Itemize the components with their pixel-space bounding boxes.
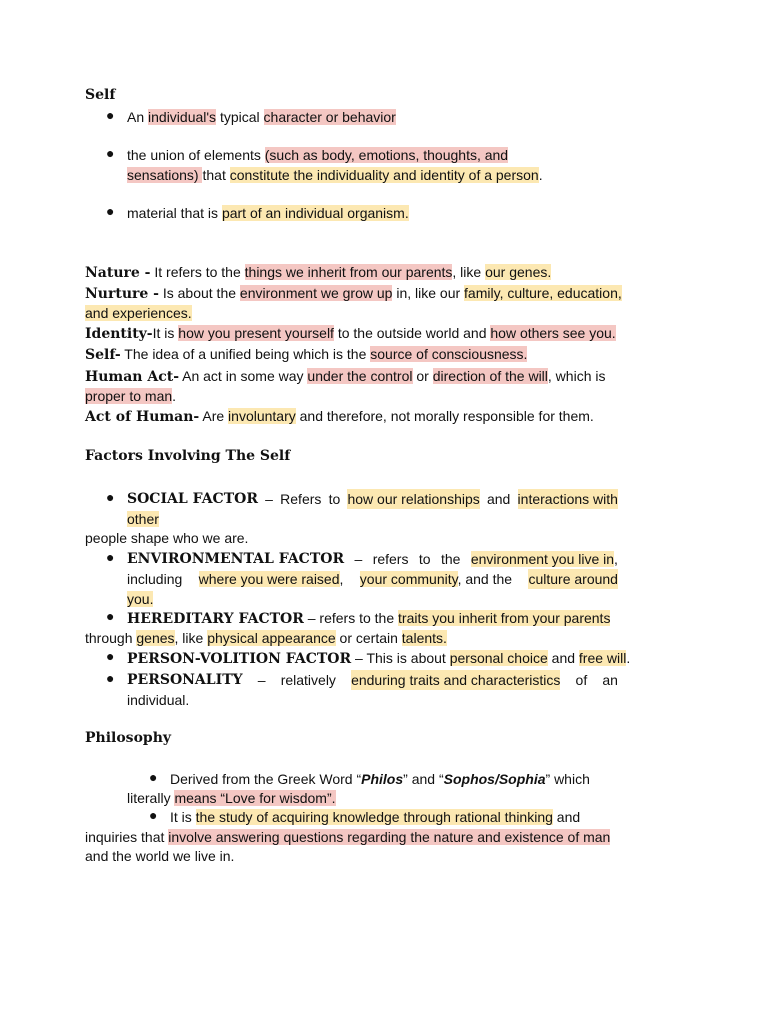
term: SOCIAL FACTOR [127, 491, 258, 507]
text-run: Are [199, 408, 229, 424]
text-run: Derived from the Greek Word “ [170, 771, 362, 787]
text-run: to [418, 551, 431, 567]
text-run: or certain [335, 630, 402, 646]
highlighted-text: enduring traits and characteristics [351, 672, 561, 688]
text-run: the [440, 551, 461, 567]
highlighted-text: personal choice [449, 650, 548, 666]
factor-social-line-3: people shape who we are. [85, 530, 249, 546]
highlighted-text: (such as body, emotions, thoughts, and [264, 147, 509, 163]
text-run: It is [152, 325, 179, 341]
bullet: ● [149, 807, 158, 823]
text-run: in, like our [392, 285, 465, 301]
bullet: ● [106, 670, 115, 686]
text-run: It is [170, 809, 196, 825]
highlighted-text: you. [127, 591, 154, 607]
factor-social-line-1 [127, 489, 618, 509]
text-run: – [354, 551, 363, 567]
term: Nature - [85, 265, 151, 281]
highlighted-text: things we inherit from our parents [244, 264, 453, 280]
def-act-of-human [85, 406, 594, 427]
highlighted-text: direction of the will [432, 368, 548, 384]
text-run: – This is about [351, 650, 450, 666]
text-run: that [202, 167, 230, 183]
term: Act of Human- [85, 409, 200, 425]
text-run: or [412, 368, 433, 384]
text-run: Philos [361, 771, 404, 787]
bullet: ● [106, 608, 115, 624]
text-run: Refers [280, 491, 322, 507]
heading-philosophy: Philosophy [85, 730, 172, 746]
highlighted-text: culture around [528, 571, 618, 587]
term: Nurture - [85, 286, 159, 302]
text-run: and therefore, not morally responsible for them. [295, 408, 594, 424]
highlighted-text: other [127, 511, 159, 527]
highlighted-text: genes [136, 630, 175, 646]
self-item-1 [127, 107, 396, 127]
def-self [85, 344, 527, 365]
highlighted-text: part of an individual organism. [221, 205, 409, 221]
text-run: The idea of a unified being which is the [120, 346, 371, 362]
def-nurture-cont [85, 303, 192, 323]
text-run: It refers to the [150, 264, 245, 280]
highlighted-text: involuntary [228, 408, 296, 424]
philosophy-item-2-line-3: and the world we live in. [85, 848, 235, 864]
text-run: the union of elements [127, 147, 265, 163]
highlighted-text: traits you inherit from your parents [398, 610, 611, 626]
heading-factors: Factors Involving The Self [85, 448, 291, 464]
bullet: ● [106, 648, 115, 664]
term: Human Act- [85, 369, 180, 385]
factor-personality-line-1 [127, 670, 618, 690]
highlighted-text: the study of acquiring knowledge through rational thinking [195, 809, 553, 825]
highlighted-text: character or behavior [263, 109, 396, 125]
term: Self- [85, 347, 121, 363]
factor-environmental-line-2 [127, 569, 618, 589]
highlighted-text: and experiences. [85, 305, 192, 321]
self-item-2-line-1 [127, 145, 508, 165]
factor-volition [127, 648, 630, 669]
text-run: An act in some way [179, 368, 308, 384]
highlighted-text: means “Love for wisdom”. [174, 790, 336, 806]
text-run: , [614, 551, 618, 567]
heading-self: Self [85, 87, 116, 103]
self-item-3 [127, 203, 409, 223]
highlighted-text: your community [359, 571, 458, 587]
text-run: – [257, 672, 266, 688]
highlighted-text: proper to man [85, 388, 173, 404]
text-run: and [547, 650, 579, 666]
highlighted-text: free will [578, 650, 627, 666]
text-run [85, 366, 605, 387]
highlighted-text: talents. [401, 630, 447, 646]
text-run: relatively [280, 672, 336, 688]
factor-environmental-line-3 [127, 589, 153, 609]
def-nature [85, 262, 551, 283]
text-run: of [575, 672, 588, 688]
def-identity [85, 323, 616, 344]
bullet: ● [106, 107, 115, 123]
text-run [471, 549, 618, 569]
text-run [444, 771, 546, 787]
text-run [361, 771, 403, 787]
highlighted-text: where you were raised [198, 571, 340, 587]
term: PERSONALITY [127, 672, 243, 688]
highlighted-text: physical appearance [207, 630, 336, 646]
term: ENVIRONMENTAL FACTOR [127, 551, 345, 567]
term: Identity- [85, 326, 153, 342]
bullet: ● [106, 203, 115, 219]
text-run: – [265, 491, 273, 507]
highlighted-text: constitute the individuality and identity of a person [229, 167, 539, 183]
highlighted-text: how others see you. [490, 325, 616, 341]
text-run: Is about the [158, 285, 240, 301]
text-run: , like [174, 630, 208, 646]
factor-personality-line-2: individual. [127, 692, 190, 708]
highlighted-text: how you present yourself [178, 325, 334, 341]
highlighted-text: sensations) [127, 167, 203, 183]
text-run: including [127, 571, 183, 587]
self-item-2-line-2 [127, 165, 543, 185]
highlighted-text: involve answering questions regarding the nature and existence of man [168, 829, 611, 845]
text-run: , and the [457, 571, 513, 587]
factor-hereditary-line-1 [127, 608, 610, 629]
term: HEREDITARY FACTOR [127, 611, 304, 627]
text-run: and [552, 809, 581, 825]
text-run: refers [372, 551, 409, 567]
term: PERSON-VOLITION FACTOR [127, 651, 352, 667]
bullet: ● [106, 489, 115, 505]
bullet: ● [149, 769, 158, 785]
text-run: ” which [545, 771, 590, 787]
text-run: . [626, 650, 631, 666]
philosophy-item-1-line-1 [170, 769, 590, 789]
philosophy-item-1-line-2 [127, 788, 336, 808]
factor-environmental-line-1 [127, 549, 618, 569]
text-run: , which is [547, 368, 606, 384]
text-run: inquiries that [85, 829, 169, 845]
factor-social-line-2 [127, 509, 159, 529]
bullet: ● [106, 549, 115, 565]
def-nurture [85, 283, 622, 304]
text-run: and [486, 491, 511, 507]
bullet: ● [106, 145, 115, 161]
text-run: . [172, 388, 177, 404]
text-run [360, 569, 512, 589]
highlighted-text: interactions with [517, 491, 618, 507]
highlighted-text: environment you live in [470, 551, 615, 567]
highlighted-text: source of consciousness. [370, 346, 528, 362]
text-run: to the outside world and [333, 325, 491, 341]
text-run: . [538, 167, 543, 183]
highlighted-text: under the control [307, 368, 413, 384]
factor-hereditary-line-2 [85, 628, 447, 648]
def-human-act-cont [85, 386, 176, 406]
text-run: typical [216, 109, 264, 125]
text-run: An [127, 109, 149, 125]
philosophy-item-2-line-2 [85, 827, 610, 847]
def-human-act [85, 366, 618, 387]
philosophy-item-2-line-1 [170, 807, 580, 827]
text-run: Sophos/Sophia [443, 771, 546, 787]
text-run [199, 569, 344, 589]
text-run: , like [452, 264, 486, 280]
highlighted-text: family, culture, education, [464, 285, 622, 301]
text-run: to [328, 491, 341, 507]
highlighted-text: individual's [148, 109, 217, 125]
text-run: through [85, 630, 137, 646]
text-run: ” and “ [403, 771, 444, 787]
text-run: literally [127, 790, 175, 806]
highlighted-text: how our relationships [347, 491, 480, 507]
highlighted-text: environment we grow up [239, 285, 393, 301]
text-run: , [339, 571, 344, 587]
highlighted-text: our genes. [485, 264, 552, 280]
text-run: material that is [127, 205, 222, 221]
text-run: an [602, 672, 618, 688]
text-run: – refers to the [303, 610, 399, 626]
